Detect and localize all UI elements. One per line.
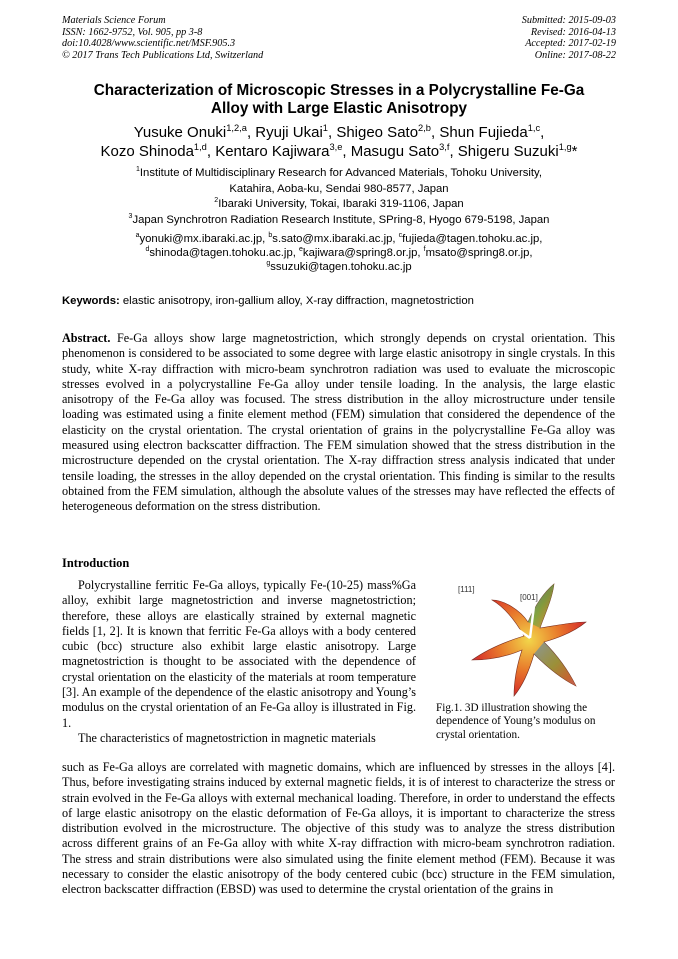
dates-header bbox=[522, 15, 616, 61]
affiliations bbox=[40, 166, 638, 228]
affil-number: 1 bbox=[136, 166, 140, 174]
abstract bbox=[62, 331, 615, 515]
title-line-1: Characterization of Microscopic Stresses in a Polycrystalline Fe-Ga bbox=[93, 82, 585, 99]
email-key: f bbox=[423, 246, 426, 254]
author-affil: 1,2,a bbox=[226, 123, 247, 133]
email-key: g bbox=[266, 260, 271, 268]
affil-number: 2 bbox=[214, 197, 219, 205]
email-key: b bbox=[268, 232, 273, 240]
email-line-2 bbox=[40, 246, 638, 260]
title-line-2: Alloy with Large Elastic Anisotropy bbox=[210, 100, 468, 117]
affil-number: 3 bbox=[128, 213, 133, 221]
email-link[interactable]: yonuki@mx.ibaraki.ac.jp, bbox=[139, 233, 269, 245]
intro-paragraph-1: Polycrystalline ferritic Fe-Ga alloys, typically Fe-(10-25) mass%Ga alloy, exhibit large magnetostriction and inverse magnetostriction; therefore, these alloys are elastically strained by external magnetic fields [1, 2]. It is known that ferritic Fe-Ga alloys with a body centered cubic (bcc) structure also exhibit large elastic anisotropy. Large magnetostriction is thought to be associated with the dependence of crystal orientation on the elasticity of the materials at room temperature [3]. An example of the dependence of the elastic anisotropy and Young’s modulus on the crystal orientation of an Fe-Ga alloy is illustrated in Fig. 1. bbox=[62, 578, 416, 730]
author-affil: 3,e bbox=[329, 141, 343, 152]
author-list bbox=[40, 124, 638, 161]
abstract-text: Fe-Ga alloys show large magnetostriction, which strongly depends on crystal orientation. This phenomenon is considered to be associated to some degree with large elastic anisotropy in single crystals. In this study, white X-ray diffraction with micro-beam synchrotron radiation was used to evaluate the microscopic stresses evolved in a polycrystalline Fe-Ga alloy under tensile loading. In the analysis, the large elastic anisotropy of the Fe-Ga alloy was focused. The stress distribution in the alloy microstructure under tensile loading was estimated using a finite element method (FEM) simulation that considered the dependence of the elasticity on the crystal orientation. The crystal orientation of grains in the polycrystalline Fe-Ga alloy was measured using electron backscatter diffraction. The FEM simulation showed that the stress distribution in the microstructure depended on the crystal orientation. The X-ray diffraction stress analysis indicated that under tensile loading, the stresses in the alloy depended on the crystal orientation. This finding is similar to the results obtained from the FEM simulation, although the absolute values of the stresses may have reflected the effects of heterogeneous deformation on the stress distribution. bbox=[62, 331, 615, 514]
affiliation-1 bbox=[40, 166, 638, 182]
author-name: Shigeo Sato bbox=[336, 124, 419, 141]
email-link[interactable]: fujieda@tagen.tohoku.ac.jp, bbox=[402, 233, 543, 245]
author-name: Kentaro Kajiwara bbox=[215, 142, 330, 160]
modulus-surface-shade bbox=[534, 642, 576, 686]
email-key: a bbox=[135, 232, 140, 240]
young-modulus-3d-illustration bbox=[436, 578, 616, 698]
email-link[interactable]: ssuzuki@tagen.tohoku.ac.jp bbox=[270, 261, 412, 273]
label-001: [001] bbox=[520, 593, 538, 602]
accepted-date: Accepted: 2017-02-19 bbox=[525, 38, 616, 50]
copyright-line: © 2017 Trans Tech Publications Ltd, Switzerland bbox=[62, 49, 264, 61]
abstract-label: Abstract. bbox=[62, 331, 111, 345]
journal-name: Materials Science Forum bbox=[62, 15, 166, 26]
author-affil: 3,f bbox=[439, 141, 450, 152]
author-name: Yusuke Onuki bbox=[133, 124, 227, 141]
corresponding-mark: * bbox=[571, 142, 578, 160]
section-heading-introduction: Introduction bbox=[62, 556, 130, 570]
email-link[interactable]: kajiwara@spring8.or.jp, bbox=[302, 247, 424, 259]
journal-header bbox=[62, 15, 263, 61]
author-line-1: Yusuke Onuki$^{1,2,a}$, Ryuji Ukai$^1$, Shigeo Sato$^{2,b}$, Shun Fujieda$^{1,c}$, bbox=[133, 123, 545, 141]
author-name: Ryuji Ukai bbox=[255, 124, 323, 141]
submitted-date: Submitted: 2015-09-03 bbox=[521, 15, 616, 26]
affiliation-2 bbox=[40, 197, 638, 213]
intro-column bbox=[62, 578, 416, 746]
intro-paragraph-2-start: The characteristics of magnetostriction in magnetic materials bbox=[78, 730, 376, 745]
author-name: Masugu Sato bbox=[350, 142, 440, 160]
email-link[interactable]: msato@spring8.or.jp, bbox=[425, 247, 533, 259]
affil-text: Institute of Multidisciplinary Research for Advanced Materials, Tohoku University, bbox=[139, 167, 542, 179]
label-111: [111] bbox=[458, 585, 475, 594]
affiliation-3 bbox=[40, 213, 638, 229]
revised-date: Revised: 2016-04-13 bbox=[530, 26, 616, 38]
email-link[interactable]: s.sato@mx.ibaraki.ac.jp, bbox=[272, 233, 399, 245]
author-affil: 2,b bbox=[418, 123, 431, 133]
issn-line: ISSN: 1662-9752, Vol. 905, pp 3-8 bbox=[62, 26, 203, 38]
author-line-2: Kozo Shinoda$^{1,d}$, Kentaro Kajiwara$^{3,e}$, Masugu Sato$^{3,f}$, Shigeru Suzuki$^{1,g}$* bbox=[100, 141, 578, 160]
figure-1-caption: Fig.1. 3D illustration showing the dependence of Young’s modulus on crystal orientation. bbox=[436, 702, 596, 741]
author-name: Kozo Shinoda bbox=[100, 142, 194, 160]
email-line-3 bbox=[40, 260, 638, 274]
keywords bbox=[62, 294, 622, 308]
email-link[interactable]: shinoda@tagen.tohoku.ac.jp, bbox=[149, 247, 300, 259]
author-emails bbox=[40, 232, 638, 274]
figure-1 bbox=[436, 578, 616, 698]
affil-text: Ibaraki University, Tokai, Ibaraki 319-1106, Japan bbox=[218, 198, 464, 211]
email-key: d bbox=[145, 246, 150, 254]
author-affil: 1,d bbox=[193, 141, 207, 152]
author-name: Shigeru Suzuki bbox=[457, 142, 559, 160]
keywords-text: elastic anisotropy, iron-gallium alloy, X-ray diffraction, magnetostriction bbox=[119, 295, 474, 307]
online-date: Online: 2017-08-22 bbox=[534, 49, 616, 61]
author-name: Shun Fujieda bbox=[439, 124, 528, 141]
email-key: c bbox=[398, 232, 403, 240]
keywords-label: Keywords: bbox=[62, 295, 120, 307]
affil-text: Japan Synchrotron Radiation Research Institute, SPring-8, Hyogo 679-5198, Japan bbox=[132, 213, 550, 226]
author-affil: 1,c bbox=[527, 123, 541, 133]
email-key: e bbox=[299, 246, 303, 254]
author-affil: 1,g bbox=[558, 141, 572, 152]
email-line-1 bbox=[40, 232, 638, 246]
author-affil: 1 bbox=[322, 123, 328, 133]
affiliation-1-cont: Katahira, Aoba-ku, Sendai 980-8577, Japan bbox=[229, 182, 449, 195]
doi-line: doi:10.4028/www.scientific.net/MSF.905.3 bbox=[62, 38, 236, 50]
paper-title bbox=[50, 82, 628, 118]
intro-paragraph-2-continued: such as Fe-Ga alloys are correlated with magnetic domains, which are influenced by stresses in the alloys [4]. Thus, before investigating strains induced by external magnetic fields, it is of interest to characterize the stress or strain evolved in the Fe-Ga alloys with external mechanical loading. Therefore, in order to understand the effects of large elastic anisotropy on the elastic deformation of Fe-Ga alloys, it is important to characterize the stress distribution evolved in the microstructure. The objective of this study was to analyze the stress distribution across different grains of an Fe-Ga alloy with white X-ray diffraction with micro-beam synchrotron radiation. The stress and strain distributions were also simulated using the finite element method (FEM). Because it was necessary to consider the elastic anisotropy of the body centered cubic (bcc) structure in the FEM simulation, electron backscatter diffraction (EBSD) was used to determine the crystal orientation of the grains in bbox=[62, 760, 615, 897]
